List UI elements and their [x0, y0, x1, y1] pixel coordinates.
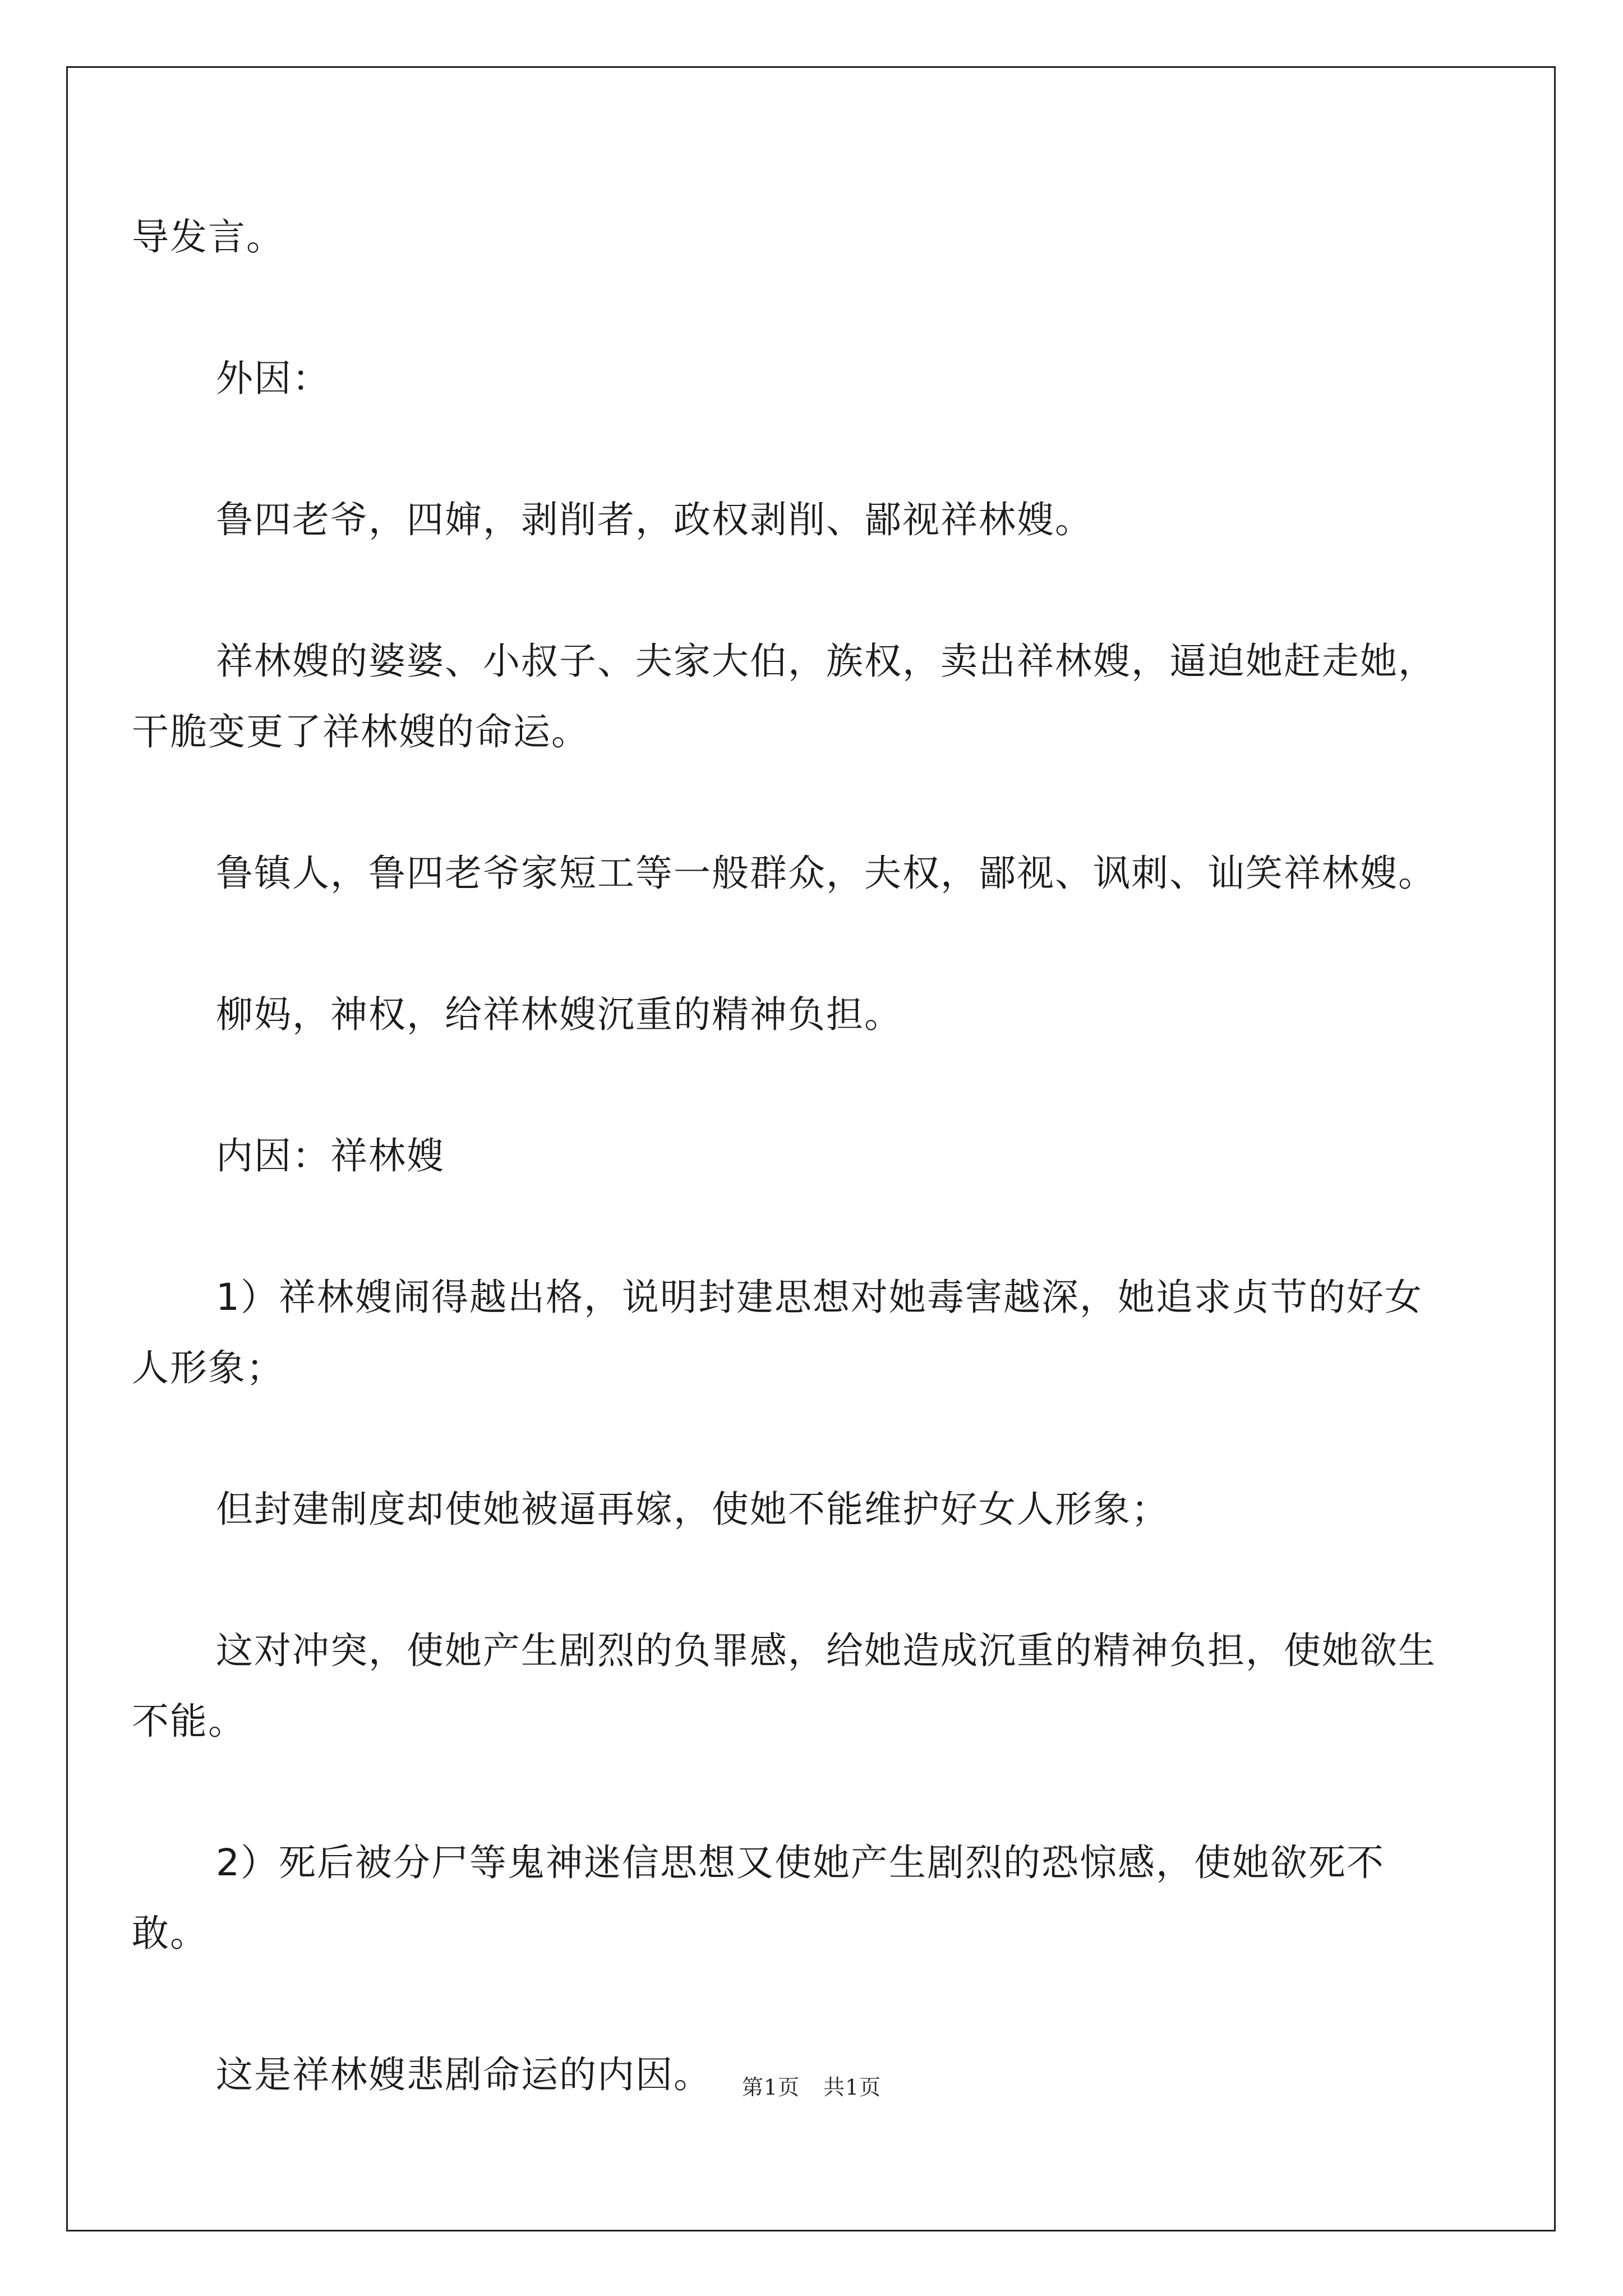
paragraph: 但封建制度却使她被逼再嫁，使她不能维护好女人形象； [216, 1488, 1169, 1531]
paragraph: 柳妈，神权，给祥林嫂沉重的精神负担。 [216, 993, 902, 1036]
paragraph: 鲁镇人，鲁四老爷家短工等一般群众，夫权，鄙视、讽刺、讪笑祥林嫂。 [216, 852, 1436, 895]
document-body [132, 202, 1438, 2181]
paragraph: 这对冲突，使她产生剧烈的负罪感，给她造成沉重的精神负担，使她欲生不能。 [132, 1629, 1436, 1743]
paragraph: 导发言。 [132, 215, 284, 259]
page-footer [0, 2070, 1623, 2101]
page-total: 共1页 [823, 2075, 882, 2100]
paragraph: 鲁四老爷，四婶，剥削者，政权剥削、鄙视祥林嫂。 [216, 498, 1093, 541]
paragraph: 1）祥林嫂闹得越出格，说明封建思想对她毒害越深，她追求贞节的好女人形象； [132, 1276, 1423, 1389]
page-number: 第1页 [741, 2075, 800, 2100]
paragraph: 外因： [216, 357, 330, 400]
paragraph: 2）死后被分尸等鬼神迷信思想又使她产生剧烈的恐惊感，使她欲死不敢。 [132, 1841, 1385, 1955]
paragraph: 这是祥林嫂悲剧命运的内因。 [216, 2053, 712, 2096]
paragraph: 祥林嫂的婆婆、小叔子、夫家大伯，族权，卖出祥林嫂，逼迫她赶走她，干脆变更了祥林嫂的命运。 [132, 639, 1436, 753]
paragraph: 内因：祥林嫂 [216, 1134, 445, 1177]
